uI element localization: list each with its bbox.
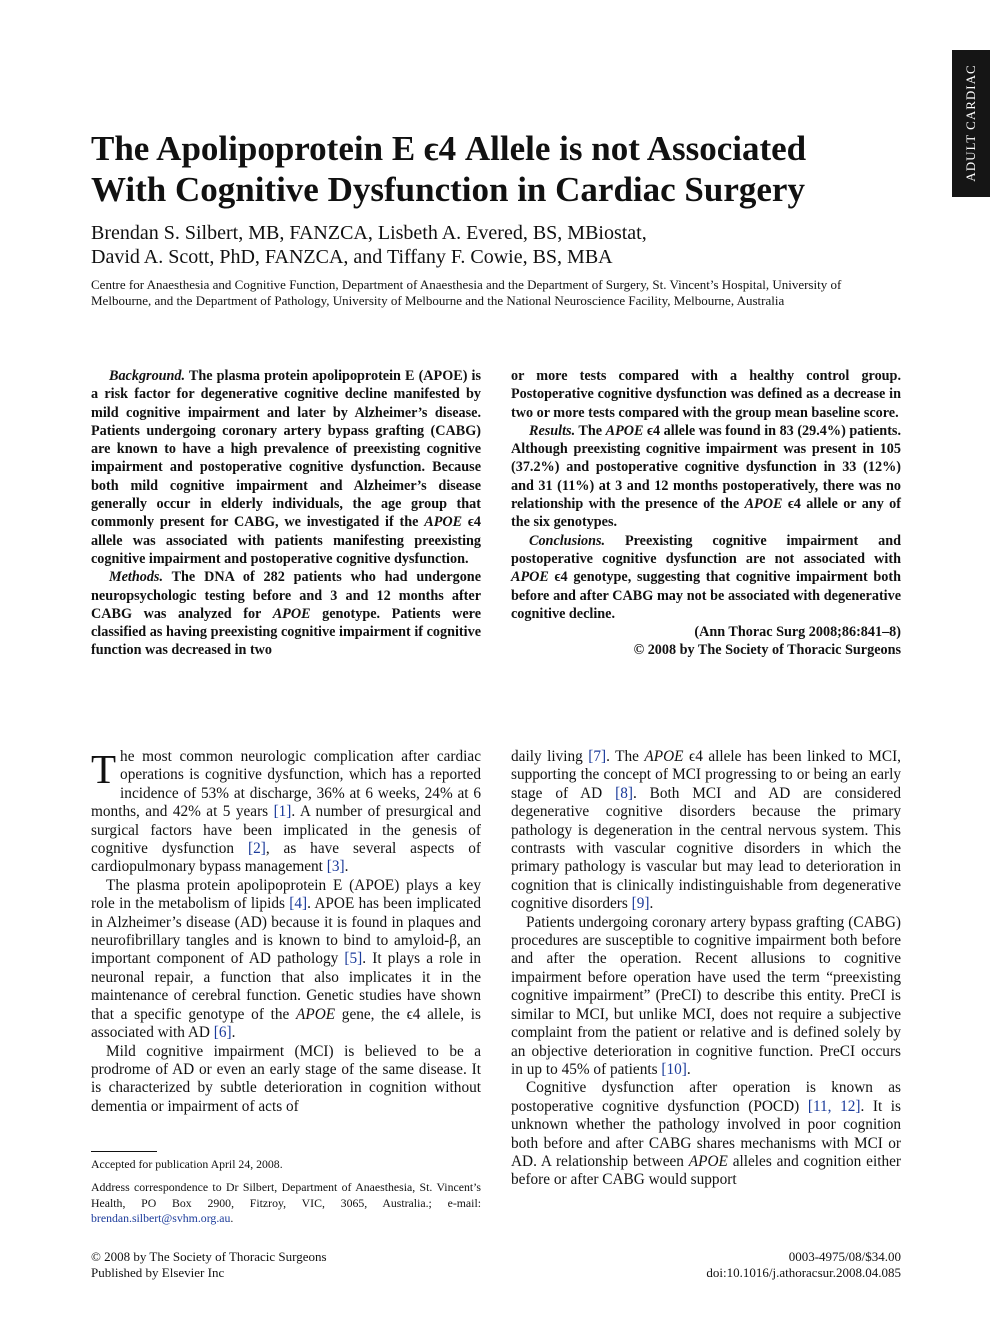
body-text: ϵ4 allele has been linked to MCI, supporting the concept of MCI progressing to or being an early stage of AD — [511, 748, 901, 802]
reference-link-5[interactable]: [5] — [344, 950, 363, 968]
abstract-left-column — [91, 367, 481, 660]
footer-doi: doi:10.1016/j.athoracsur.2008.04.085 — [706, 1264, 901, 1280]
abstract-copyright: © 2008 by The Society of Thoracic Surgeons — [633, 642, 901, 659]
body-left-column — [91, 748, 481, 1133]
accepted-date-note: Accepted for publication April 24, 2008. — [91, 1157, 283, 1171]
reference-link-10[interactable]: [10] — [661, 1060, 687, 1078]
methods-text: The DNA of 282 patients who had undergone neuropsychologic testing before and 3 and 12 months after CABG was analyzed for — [91, 569, 481, 622]
methods-heading: Methods. — [109, 569, 163, 586]
body-text: , as have several aspects of cardiopulmonary bypass management — [91, 840, 481, 876]
abstract-right-column — [511, 367, 901, 660]
email-link[interactable]: brendan.silbert@svhm.org.au — [91, 1211, 231, 1225]
gene-name: APOE — [424, 514, 463, 531]
body-text: . The — [606, 748, 645, 765]
abstract-results — [511, 422, 901, 532]
body-paragraph-2 — [91, 877, 481, 1043]
results-text: ϵ4 allele was found in 83 (29.4%) patients. Although preexisting cognitive impairment was present in 105 (37.2%) and postoperative cognitive dysfunction in 33 (12%) and 31 (11%) at 3 and 12 months postoperatively, there was no relationship with the presence of the — [511, 422, 901, 513]
body-text: . It is unknown whether the pathology involved in poor cognition both before and after CABG shares mechanisms with MCI or AD. A relationship between — [511, 1097, 901, 1170]
body-text: . — [649, 895, 654, 913]
body-text: . A number of presurgical and surgical factors have been implicated in the genesis of cognitive dysfunction — [91, 803, 481, 858]
authors-line-1: Brendan S. Silbert, MB, FANZCA, Lisbeth A. Evered, BS, MBiostat, — [91, 222, 647, 244]
page-footer-right — [611, 1249, 901, 1280]
correspondence-address: Address correspondence to Dr Silbert, Department of Anaesthesia, St. Vincent’s Health, PO Box 2900, Fitzroy, VIC, 3065, Australia.; e-mail: — [91, 1180, 481, 1210]
body-text: Cognitive dysfunction after operation is known as postoperative cognitive dysfunction (POCD) — [511, 1079, 901, 1115]
author-list — [91, 221, 911, 269]
results-heading: Results. — [529, 422, 576, 439]
results-text-end: ϵ4 allele or any of the six genotypes. — [511, 496, 901, 531]
footer-copyright: © 2008 by The Society of Thoracic Surgeons — [91, 1249, 327, 1264]
abstract-methods — [91, 568, 481, 659]
body-right-column — [511, 748, 901, 1228]
body-text: daily living — [511, 748, 589, 765]
correspondence-end: . — [230, 1211, 234, 1225]
body-text: gene, the ϵ4 allele, is associated with AD — [91, 1005, 481, 1042]
abstract-methods-continued: or more tests compared with a healthy control group. Postoperative cognitive dysfunction was defined as a decrease in two or more tests compared with the group mean baseline score. — [511, 368, 901, 421]
body-text: Patients undergoing coronary artery bypass grafting (CABG) procedures are susceptible to cognitive impairment both before and after the operation. Recent allusions to cognitive impairment before operation have used the term “preexisting cognitive impairment” (PreCI) to describe this entity. PreCI is similar to MCI, but unlike MCI, does not require a subjective complaint from the patient or relative and is defined solely by an objective deterioration in cognitive function. PreCI occurs in up to 45% of patients — [511, 913, 901, 1078]
body-text: . It plays a role in neuronal repair, a function that also implicates it in the maintenance of cerebral function. Genetic studies have shown that a specific genotype of the — [91, 950, 481, 1023]
gene-name: APOE — [644, 748, 684, 765]
methods-text-end: genotype. Patients were classified as having preexisting cognitive impairment if cognitive function was decreased in two — [91, 605, 482, 659]
conclusions-heading: Conclusions. — [529, 532, 606, 549]
body-text: . APOE has been implicated in Alzheimer’s disease (AD) because it is found in plaques and neurofibrillary tangles and is known to bind to amyloid-β, an important component of AD pathology — [91, 895, 481, 968]
title-line-2: With Cognitive Dysfunction in Cardiac Surgery — [91, 170, 805, 209]
section-tab-label: ADULT CARDIAC — [963, 64, 978, 182]
body-text: he most common neurologic complication after cardiac operations is cognitive dysfunction, which has a reported incidence of 53% at discharge, 36% at 6 weeks, 24% at 6 months, and 42% at 5 years — [91, 748, 481, 821]
authors-line-2: David A. Scott, PhD, FANZCA, and Tiffany F. Cowie, BS, MBA — [91, 246, 613, 268]
body-text: . — [344, 858, 349, 876]
reference-link-11-12[interactable]: [11, 12] — [807, 1097, 861, 1115]
gene-name: APOE — [605, 422, 644, 439]
body-paragraph-5 — [511, 1079, 901, 1189]
body-text: . Both MCI and AD are considered degenerative cognitive disorders because the primary pathology is degeneration in the central nervous system. This contrasts with vascular cognitive disorders in which the primary pathology is vascular but may lead to deterioration in cognition that is clinically indistinguishable from degenerative cognitive disorders — [511, 784, 901, 913]
body-paragraph-3-continued — [511, 748, 901, 914]
drop-cap: T — [91, 748, 117, 792]
journal-citation: (Ann Thorac Surg 2008;86:841–8) — [694, 624, 901, 641]
reference-link-3[interactable]: [3] — [326, 858, 345, 876]
page-footer-left — [91, 1249, 327, 1280]
body-text: . — [231, 1024, 236, 1042]
reference-link-9[interactable]: [9] — [631, 895, 650, 913]
footer-publisher: Published by Elsevier Inc — [91, 1264, 225, 1280]
results-text-start: The — [575, 422, 606, 439]
gene-name: APOE — [296, 1005, 336, 1023]
body-text: The plasma protein apolipoprotein E (APOE) plays a key role in the metabolism of lipids — [91, 876, 481, 913]
correspondence-note — [91, 1180, 481, 1227]
body-paragraph-4 — [511, 914, 901, 1080]
gene-name: APOE — [688, 1152, 728, 1170]
background-heading: Background. — [109, 368, 186, 384]
body-paragraph-3: Mild cognitive impairment (MCI) is believed to be a prodrome of AD or even an early stage of the same disease. It is characterized by subtle deterioration in cognition without dementia or impairment of acts of — [91, 1042, 481, 1115]
gene-name: APOE — [272, 605, 311, 622]
reference-link-6[interactable]: [6] — [213, 1024, 232, 1042]
reference-link-4[interactable]: [4] — [289, 895, 308, 913]
reference-link-7[interactable]: [7] — [588, 748, 607, 765]
footnote-divider — [91, 1151, 157, 1152]
article-title — [91, 128, 911, 210]
reference-link-1[interactable]: [1] — [273, 803, 292, 821]
background-text-end: ϵ4 allele was associated with patients manifesting preexisting cognitive impairment and postoperative cognitive dysfunction. — [91, 514, 481, 567]
abstract-conclusions — [511, 532, 901, 623]
conclusions-text: Preexisting cognitive impairment and postoperative cognitive dysfunction are not associated with — [511, 532, 901, 567]
body-text: . — [686, 1060, 691, 1078]
body-paragraph-1 — [91, 748, 481, 877]
gene-name: APOE — [744, 496, 783, 513]
body-text: alleles and cognition either before or after CABG would support — [511, 1152, 901, 1189]
section-tab — [952, 50, 990, 197]
gene-name: APOE — [511, 569, 549, 586]
title-line-1: The Apolipoprotein E ϵ4 Allele is not Associated — [91, 129, 807, 168]
affiliation: Centre for Anaesthesia and Cognitive Function, Department of Anaesthesia and the Department of Surgery, St. Vincent’s Hospital, University of Melbourne, and the Department of Pathology, University of Melbourne and the National Neuroscience Facility, Melbourne, Australia — [91, 277, 842, 308]
background-text: The plasma protein apolipoprotein E (APOE) is a risk factor for degenerative cognitive decline manifested by mild cognitive impairment and later by Alzheimer’s disease. Patients undergoing coronary artery bypass grafting (CABG) are known to have a high prevalence of preexisting cognitive impairment and postoperative cognitive dysfunction. Because both mild cognitive impairment and Alzheimer’s disease generally occur in elderly individuals, the age group that commonly present for CABG, we investigated if the — [91, 368, 481, 531]
reference-link-8[interactable]: [8] — [615, 784, 633, 802]
reference-link-2[interactable]: [2] — [247, 840, 266, 858]
footer-issn: 0003-4975/08/$34.00 — [788, 1249, 901, 1264]
abstract-background — [91, 367, 481, 568]
conclusions-text-end: ϵ4 genotype, suggesting that cognitive impairment both before and after CABG may not be associated with degenerative cognitive decline. — [511, 569, 901, 622]
